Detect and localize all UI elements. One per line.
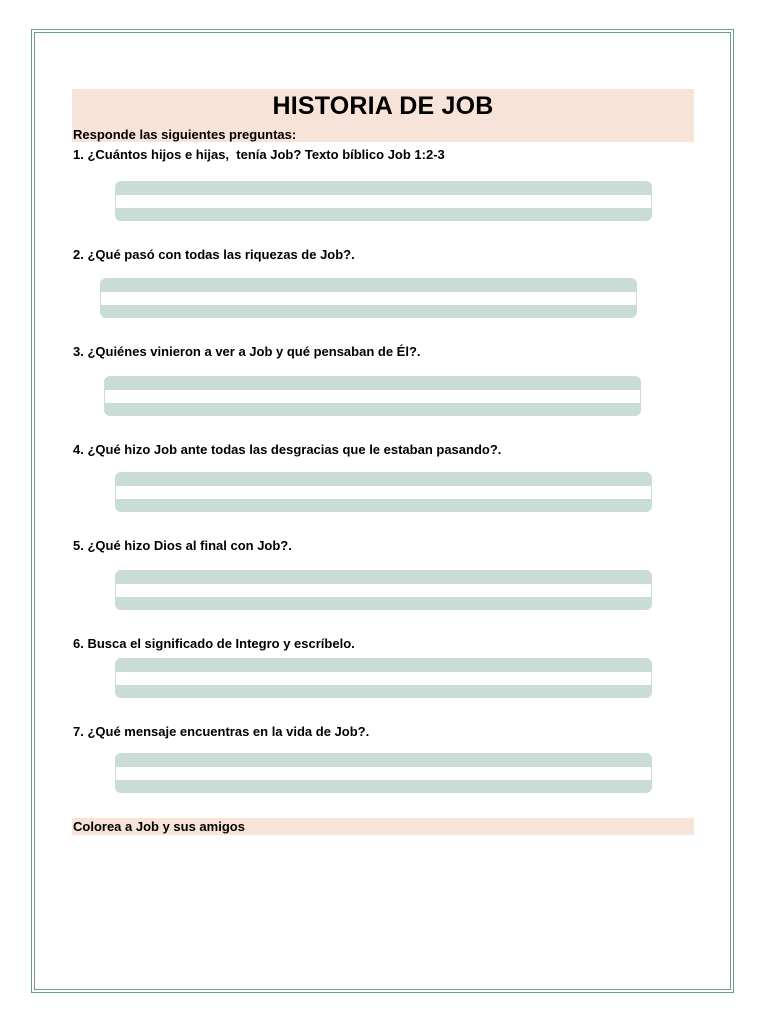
answer-line xyxy=(116,584,651,597)
answer-line xyxy=(101,292,636,305)
answer-line xyxy=(116,672,651,685)
answer-line xyxy=(116,767,651,780)
answer-field-5[interactable] xyxy=(115,570,652,610)
instructions-text: Responde las siguientes preguntas: xyxy=(73,127,297,142)
answer-field-6[interactable] xyxy=(115,658,652,698)
coloring-instruction: Colorea a Job y sus amigos xyxy=(73,819,245,834)
answer-line xyxy=(116,195,651,208)
question-2: 2. ¿Qué pasó con todas las riquezas de Job?. xyxy=(73,247,355,262)
question-6: 6. Busca el significado de Integro y escríbelo. xyxy=(73,636,355,651)
answer-field-2[interactable] xyxy=(100,278,637,318)
question-4: 4. ¿Qué hizo Job ante todas las desgracias que le estaban pasando?. xyxy=(73,442,502,457)
answer-line xyxy=(105,390,640,403)
question-7: 7. ¿Qué mensaje encuentras en la vida de Job?. xyxy=(73,724,370,739)
worksheet-title: HISTORIA DE JOB xyxy=(272,92,494,120)
answer-field-1[interactable] xyxy=(115,181,652,221)
answer-line xyxy=(116,486,651,499)
question-1: 1. ¿Cuántos hijos e hijas, tenía Job? Texto bíblico Job 1:2-3 xyxy=(73,147,445,162)
answer-field-7[interactable] xyxy=(115,753,652,793)
answer-field-4[interactable] xyxy=(115,472,652,512)
question-3: 3. ¿Quiénes vinieron a ver a Job y qué pensaban de Él?. xyxy=(73,344,421,359)
question-5: 5. ¿Qué hizo Dios al final con Job?. xyxy=(73,538,292,553)
answer-field-3[interactable] xyxy=(104,376,641,416)
